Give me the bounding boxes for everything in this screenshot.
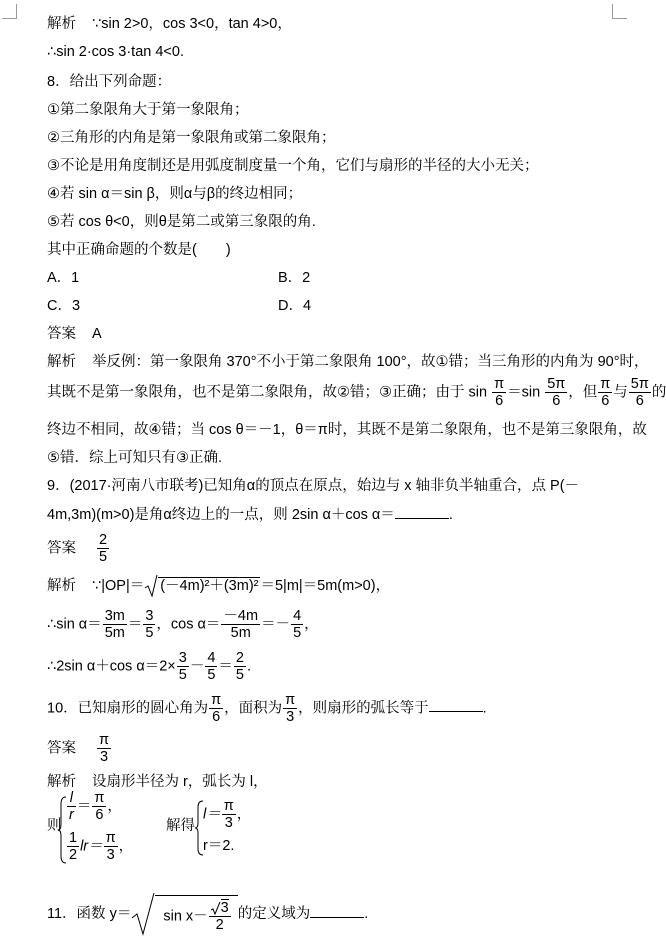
fraction <box>234 650 246 683</box>
text-segment: 3 <box>224 815 233 831</box>
text-segment: ， <box>304 616 319 633</box>
text-segment: 答案 <box>47 540 76 557</box>
fraction <box>92 790 106 823</box>
text-segment: 答案 <box>47 740 76 757</box>
text-segment: ＝5|m|＝5m(m>0)， <box>260 577 391 594</box>
q8-answer <box>47 324 102 344</box>
text-segment: ∴2sin α＋cos α＝2× <box>47 658 176 675</box>
q10-jiede-label: 解得 <box>166 818 195 834</box>
q10-answer <box>47 732 112 765</box>
q7-analysis-line-2 <box>47 42 184 62</box>
text-segment: ∴sin 2·cos 3·tan 4<0. <box>47 44 184 60</box>
text-segment: 6 <box>495 393 504 409</box>
text-segment: ， <box>236 806 252 823</box>
text-segment: 2 <box>215 917 224 933</box>
text-segment: . <box>246 658 252 675</box>
square-root <box>144 574 260 598</box>
answer-blank <box>395 504 449 519</box>
q8-option-d: D．4 <box>278 298 312 314</box>
text-segment: 的 <box>651 384 666 401</box>
text-segment: ，cos α＝ <box>156 616 221 633</box>
text-segment: π <box>223 798 234 814</box>
text-segment: 解析 <box>47 774 76 790</box>
text-segment: ＝－ <box>261 616 291 633</box>
fraction <box>67 830 79 863</box>
text-segment: 2 <box>69 847 78 863</box>
fraction <box>97 532 109 565</box>
text-segment: ∴sin α＝ <box>47 616 102 633</box>
page-corner-mark-left <box>2 4 17 19</box>
fraction <box>629 376 651 409</box>
fraction <box>598 376 612 409</box>
text-segment: ∵|OP|＝ <box>92 577 145 594</box>
text-segment: 5m <box>230 625 251 641</box>
text-segment: 3m <box>104 608 125 624</box>
text-segment: 6 <box>95 807 104 823</box>
fraction <box>492 376 506 409</box>
square-root <box>131 892 237 936</box>
q10-analysis-line-1 <box>47 772 268 792</box>
text-segment: 10．已知扇形的圆心角为 <box>47 700 209 717</box>
q10-question <box>47 692 487 725</box>
q8-title: 8．给出下列命题： <box>47 74 172 90</box>
fraction <box>177 650 189 683</box>
text-segment: 5 <box>293 625 302 641</box>
q9-analysis-line-1 <box>47 574 390 598</box>
text-segment: ， <box>118 838 134 855</box>
text-segment: 1 <box>69 830 78 846</box>
text-segment: 6 <box>601 393 610 409</box>
text-segment: 3 <box>286 709 295 725</box>
text-segment: lr＝ <box>80 838 103 855</box>
text-segment: A <box>92 326 102 342</box>
text-segment: 6 <box>552 393 561 409</box>
text-segment: 3 <box>106 847 115 863</box>
q10-result-1 <box>203 798 251 831</box>
text-segment: 5m <box>104 625 125 641</box>
text-segment: 解析 <box>47 16 76 32</box>
q9-answer <box>47 532 110 565</box>
q11-question <box>47 892 368 936</box>
text-segment: 5π <box>547 376 566 392</box>
fraction <box>67 790 76 823</box>
fraction <box>545 376 567 409</box>
fraction <box>104 830 118 863</box>
text-segment: 6 <box>212 709 221 725</box>
q8-proposition-3: ③不论是用角度制还是用弧度制度量一个角，它们与扇形的半径的大小无关； <box>47 158 539 174</box>
text-segment: . <box>482 700 487 717</box>
fraction <box>222 798 236 831</box>
q8-proposition-1: ①第二象限角大于第一象限角； <box>47 102 249 118</box>
text-segment: 5π <box>630 376 649 392</box>
q10-equation-2 <box>66 830 133 863</box>
text-segment: l＝ <box>203 806 221 823</box>
fraction <box>103 608 127 641</box>
text-segment: － <box>189 658 205 675</box>
text-segment: ＝ <box>218 658 233 675</box>
text-segment: 6 <box>635 393 644 409</box>
q8-proposition-2: ②三角形的内角是第一象限角或第二象限角； <box>47 130 336 146</box>
text-segment: 的定义域为 <box>237 905 311 922</box>
text-segment: π <box>99 732 110 748</box>
fraction <box>209 692 223 725</box>
text-segment: ∵sin 2>0，cos 3<0，tan 4>0， <box>92 16 292 32</box>
text-segment: 解析 <box>47 577 76 594</box>
text-segment: 4 <box>293 608 302 624</box>
q7-analysis-line-1 <box>47 14 292 34</box>
text-segment: ， <box>107 798 122 815</box>
text-segment: π <box>600 376 611 392</box>
text-segment: 4m,3m)(m>0)是角α终边上的一点，则 2sin α＋cos α＝ <box>47 507 395 523</box>
text-segment: . <box>364 905 369 922</box>
text-segment: 5 <box>145 625 154 641</box>
q8-option-b: B．2 <box>278 270 311 286</box>
text-segment: ，则扇形的弧长等于 <box>298 700 429 717</box>
text-segment: 3 <box>220 900 229 916</box>
text-segment: (－4m)²＋(3m)² <box>160 577 259 594</box>
q9-question-line-1: 9．(2017·河南八市联考)已知角α的顶点在原点，始边与 x 轴非负半轴重合，点 P(－ <box>47 478 580 494</box>
text-segment: 3 <box>178 650 187 666</box>
text-segment: 解析 <box>47 354 76 370</box>
fraction <box>209 900 231 933</box>
text-segment: 5 <box>99 549 108 565</box>
text-segment: 2 <box>235 650 244 666</box>
text-segment: π <box>494 376 505 392</box>
text-segment: 2 <box>99 532 108 548</box>
fraction <box>143 608 155 641</box>
q10-ze-label: 则 <box>47 818 62 834</box>
text-segment: ＝sin <box>507 384 541 401</box>
q8-analysis-line-2 <box>47 376 666 409</box>
q9-question-line-2 <box>47 504 453 525</box>
q8-question: 其中正确命题的个数是( ) <box>47 242 231 258</box>
q10-result-2: r＝2. <box>203 838 235 854</box>
answer-blank <box>429 697 483 712</box>
fraction <box>283 692 297 725</box>
text-segment: 设扇形半径为 r，弧长为 l， <box>92 774 268 790</box>
text-segment: 5 <box>207 667 216 683</box>
q8-option-c: C．3 <box>47 298 81 314</box>
q8-analysis-line-1 <box>47 352 649 372</box>
q8-analysis-line-3: 终边不相同，故④错；当 cos θ＝－1，θ＝π时，其既不是第二象限角，也不是第三象限角，故 <box>47 422 647 438</box>
text-segment: 答案 <box>47 326 76 342</box>
text-segment: . <box>448 507 453 523</box>
text-segment: r <box>69 807 74 823</box>
fraction <box>97 732 111 765</box>
text-segment: 举反例：第一象限角 370°不小于第二象限角 100°，故①错；当三角形的内角为 90°时， <box>92 354 649 370</box>
text-segment: 3 <box>145 608 154 624</box>
text-segment: ，面积为 <box>224 700 283 717</box>
fraction <box>221 608 260 641</box>
text-segment: ＝ <box>127 616 143 633</box>
text-segment: 其既不是第一象限角，也不是第二象限角，故②错；③正确；由于 sin <box>47 384 488 401</box>
text-segment: 11．函数 y＝ <box>47 905 132 922</box>
q9-analysis-line-3 <box>47 650 251 683</box>
text-segment: π <box>285 692 296 708</box>
text-segment: π <box>211 692 222 708</box>
page-corner-mark-right <box>612 4 627 19</box>
q8-analysis-line-4: ⑤错．综上可知只有③正确. <box>47 450 223 466</box>
text-segment: sin x－ <box>163 908 208 925</box>
text-segment: π <box>105 830 116 846</box>
text-segment: ＝ <box>76 798 92 815</box>
q9-analysis-line-2 <box>47 608 319 641</box>
q8-proposition-4: ④若 sin α＝sin β，则α与β的终边相同； <box>47 186 303 202</box>
text-segment: 4 <box>207 650 216 666</box>
fraction <box>291 608 303 641</box>
answer-blank <box>310 903 364 918</box>
q10-equation-1 <box>66 790 122 823</box>
text-segment: 与 <box>613 384 628 401</box>
text-segment: ，但 <box>568 384 598 401</box>
text-segment: π <box>94 790 105 806</box>
q8-proposition-5: ⑤若 cos θ<0，则θ是第二或第三象限的角. <box>47 214 316 230</box>
text-segment: l <box>67 790 76 807</box>
text-segment: 5 <box>235 667 244 683</box>
text-segment: 3 <box>100 749 109 765</box>
q8-option-a: A．1 <box>47 270 80 286</box>
text-segment: 5 <box>178 667 187 683</box>
fraction <box>205 650 217 683</box>
text-segment: －4m <box>223 608 259 624</box>
